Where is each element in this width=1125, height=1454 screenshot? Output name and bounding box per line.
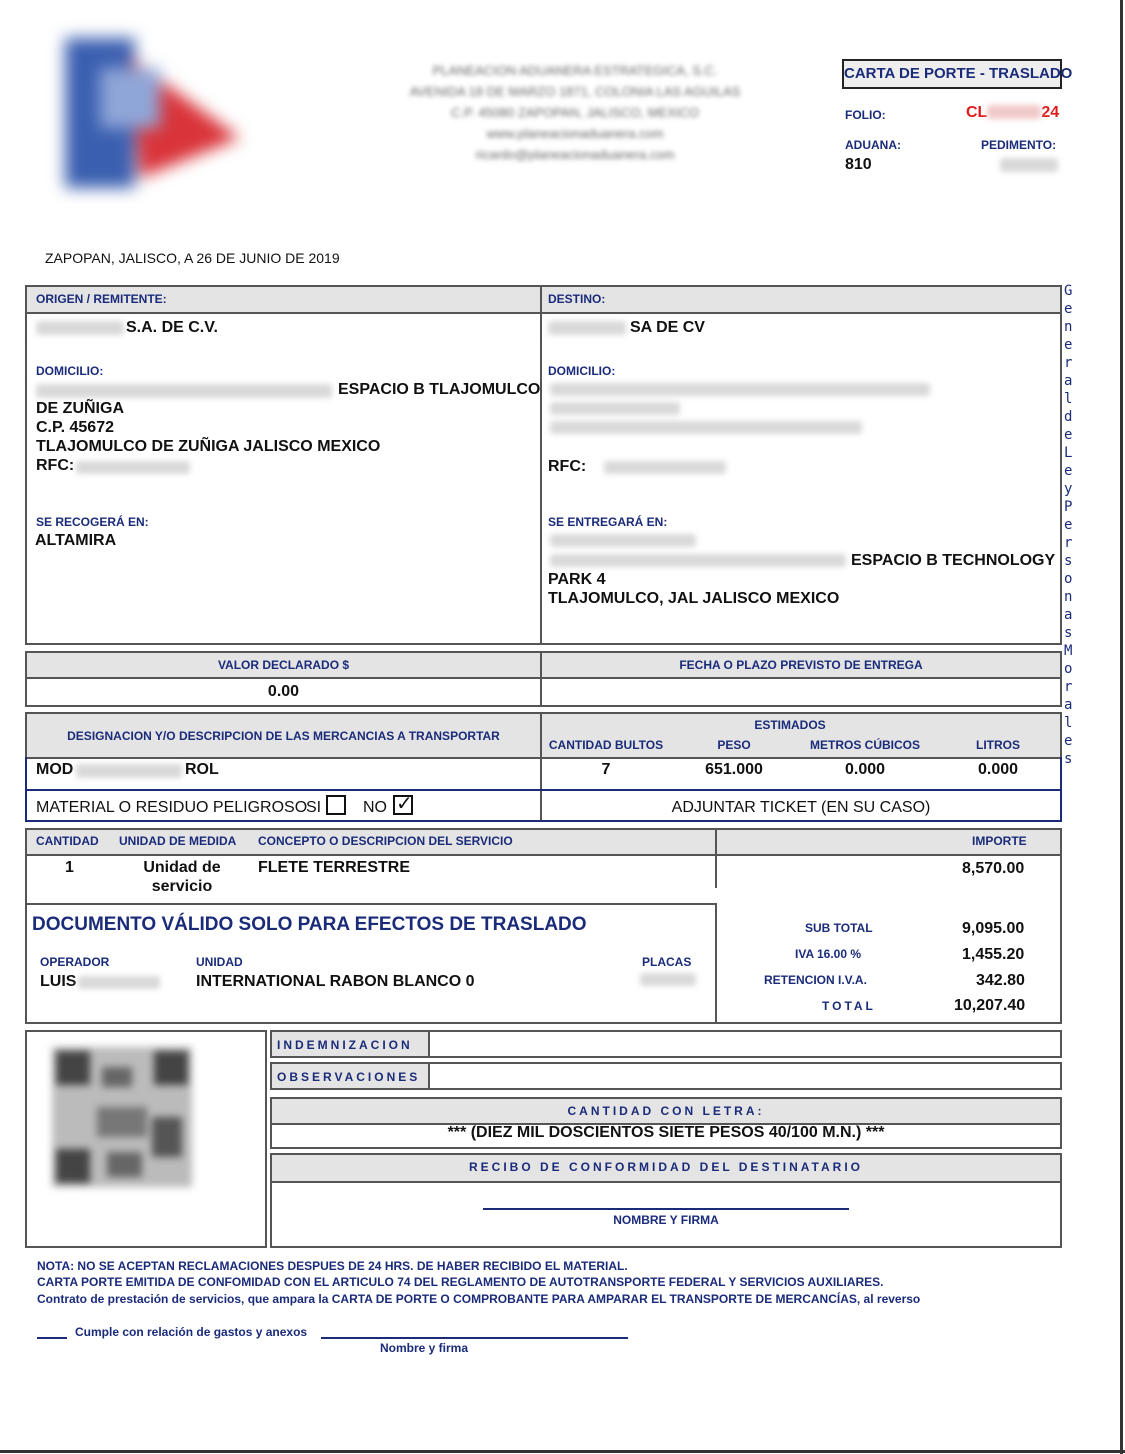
hazard-si-checkbox[interactable] [326, 795, 346, 815]
destination-header-bg [542, 287, 1060, 314]
folio-prefix: CL [966, 104, 988, 121]
valor-value: 0.00 [267, 683, 300, 700]
unidad-value: INTERNATIONAL RABON BLANCO 0 [196, 973, 475, 990]
pedimento-redaction [1000, 158, 1058, 172]
destination-delivery-2: PARK 4 [548, 571, 606, 588]
services-importe-divider [715, 830, 717, 888]
origin-rfc-label: RFC: [36, 457, 75, 474]
cantidad-letra-label: CANTIDAD CON LETRA: [567, 1104, 765, 1118]
hazard-no-label: NO [363, 799, 387, 816]
destination-delivery-redaction-1 [550, 534, 696, 547]
nombre-firma-label: NOMBRE Y FIRMA [613, 1213, 719, 1227]
note-line-2: CARTA PORTE EMITIDA DE CONFOMIDAD CON EL ARTICULO 74 DEL REGLAMENTO DE AUTOTRANSPORTE FEDERAL Y SERVICIOS AUXILIARES. [37, 1275, 884, 1289]
destination-delivery-redaction-2 [550, 554, 846, 567]
folio-label: FOLIO: [845, 108, 886, 122]
goods-row-line [27, 789, 1060, 791]
goods-desc-end: ROL [185, 761, 219, 778]
cumple-check-line [37, 1337, 67, 1339]
destination-address-redaction-1 [550, 383, 930, 396]
col-concepto: CONCEPTO O DESCRIPCION DEL SERVICIO [258, 834, 513, 848]
folio-redaction [987, 105, 1041, 119]
company-line: C.P. 45080 ZAPOPAN, JALISCO, MEXICO [450, 105, 700, 120]
qr-code [52, 1047, 192, 1187]
recibo-label: RECIBO DE CONFORMIDAD DEL DESTINATARIO [468, 1160, 863, 1174]
goods-right-accent [1060, 757, 1062, 822]
origin-address-redaction [36, 384, 332, 398]
folio-suffix: 24 [1041, 104, 1060, 121]
company-line: PLANEACION ADUANERA ESTRATEGICA, S.C. [432, 63, 718, 78]
company-line: www.planeacionaduanera.com [486, 126, 664, 141]
destination-name-redaction [548, 321, 626, 335]
origin-address-1: ESPACIO B TLAJOMULCO [338, 381, 541, 398]
hazard-label: MATERIAL O RESIDUO PELIGROSO [36, 799, 308, 816]
destination-rfc-redaction [604, 461, 726, 474]
goods-litros: 0.000 [977, 761, 1019, 778]
destination-title: DESTINO: [548, 292, 606, 306]
origin-address-2: DE ZUÑIGA [36, 400, 124, 417]
pedimento-label: PEDIMENTO: [981, 138, 1057, 152]
fecha-entrega-label: FECHA O PLAZO PREVISTO DE ENTREGA [679, 658, 923, 672]
origin-destination-divider [540, 287, 542, 643]
notice-box [27, 903, 717, 905]
subtotal-value: 9,095.00 [962, 920, 1025, 937]
service-importe: 8,570.00 [962, 860, 1025, 877]
goods-estimados: ESTIMADOS [754, 718, 826, 732]
total-value: 10,207.40 [954, 997, 1026, 1014]
indemnizacion-label: INDEMNIZACION [277, 1038, 413, 1052]
service-cantidad: 1 [65, 859, 74, 876]
placas-label: PLACAS [642, 955, 692, 969]
operador-value: LUIS [40, 973, 77, 990]
col-bultos: CANTIDAD BULTOS [548, 738, 664, 752]
destination-address-redaction-2 [550, 402, 680, 415]
col-peso: PESO [717, 738, 751, 752]
firma-label: Nombre y firma [379, 1341, 469, 1355]
destination-delivery-label: SE ENTREGARÁ EN: [548, 515, 668, 529]
origin-name-redaction [36, 321, 124, 335]
company-line: AVENIDA 18 DE MARZO 1871, COLONIA LAS AGUILAS [409, 84, 741, 99]
aduana-value: 810 [845, 156, 872, 173]
col-cantidad: CANTIDAD [36, 834, 99, 848]
origin-name: S.A. DE C.V. [126, 319, 218, 336]
service-unidad-2: servicio [151, 878, 213, 895]
goods-desc-header: DESIGNACION Y/O DESCRIPCION DE LAS MERCANCIAS A TRANSPORTAR [67, 729, 500, 743]
goods-peso: 651.000 [705, 761, 763, 778]
page-bottom-border [0, 1450, 1125, 1453]
origin-domicilio-label: DOMICILIO: [36, 364, 104, 378]
operador-redaction [78, 976, 160, 989]
check-mark-icon: ✓ [396, 791, 413, 815]
aduana-label: ADUANA: [845, 138, 901, 152]
origin-title: ORIGEN / REMITENTE: [36, 292, 167, 306]
origin-rfc-redaction [76, 461, 190, 474]
note-line-1: NOTA: NO SE ACEPTAN RECLAMACIONES DESPUES DE 24 HRS. DE HABER RECIBIDO EL MATERIAL. [37, 1259, 628, 1273]
firma-line [321, 1337, 628, 1339]
total-label: TOTAL [822, 999, 876, 1013]
destination-domicilio-label: DOMICILIO: [548, 364, 616, 378]
company-info [380, 60, 770, 165]
observaciones-label: OBSERVACIONES [277, 1070, 421, 1084]
destination-delivery-3: TLAJOMULCO, JAL JALISCO MEXICO [548, 590, 840, 607]
retencion-label: RETENCION I.V.A. [764, 973, 867, 987]
cantidad-letra-value: *** (DIEZ MIL DOSCIENTOS SIETE PESOS 40/100 M.N.) *** [447, 1124, 885, 1141]
destination-address-redaction-3 [550, 421, 862, 434]
hazard-no-checkbox[interactable] [393, 791, 413, 815]
origin-address-3: C.P. 45672 [36, 419, 114, 436]
side-text: General de Ley Personas Morales [1064, 283, 1073, 767]
col-importe: IMPORTE [972, 834, 1027, 848]
company-line: ricardo@planeacionaduanera.com [475, 147, 675, 162]
goods-left-accent [25, 757, 27, 822]
ticket-label: ADJUNTAR TICKET (EN SU CASO) [671, 799, 931, 816]
col-litros: LITROS [976, 738, 1020, 752]
validity-notice: DOCUMENTO VÁLIDO SOLO PARA EFECTOS DE TRASLADO [32, 914, 587, 935]
destination-delivery-1: ESPACIO B TECHNOLOGY [851, 552, 1056, 569]
goods-desc-redaction [76, 764, 182, 778]
origin-address-4: TLAJOMULCO DE ZUÑIGA JALISCO MEXICO [36, 438, 381, 455]
side-vertical-text [1064, 282, 1078, 768]
goods-metros: 0.000 [844, 761, 886, 778]
totals-left-divider [715, 903, 717, 1022]
place-date: ZAPOPAN, JALISCO, A 26 DE JUNIO DE 2019 [45, 250, 340, 266]
iva-value: 1,455.20 [962, 946, 1025, 963]
retencion-value: 342.80 [976, 972, 1025, 989]
page-right-border [1120, 0, 1123, 1454]
doc-type-box [842, 59, 1073, 89]
col-unidad-medida: UNIDAD DE MEDIDA [119, 834, 237, 848]
col-metros: METROS CÚBICOS [809, 738, 920, 752]
valor-label: VALOR DECLARADO $ [217, 658, 350, 672]
destination-name: SA DE CV [630, 319, 705, 336]
goods-bultos: 7 [601, 761, 611, 778]
goods-bottom-accent [25, 820, 1062, 822]
operador-label: OPERADOR [40, 955, 110, 969]
folio-value [966, 103, 1059, 122]
iva-label: IVA 16.00 % [795, 947, 862, 961]
placas-redaction [640, 973, 696, 986]
destination-rfc-label: RFC: [548, 458, 587, 475]
doc-type-title: CARTA DE PORTE - TRASLADO [844, 65, 1073, 82]
cumple-label: Cumple con relación de gastos y anexos [75, 1325, 308, 1339]
company-logo [60, 28, 250, 198]
origin-pickup-value: ALTAMIRA [35, 532, 117, 549]
origin-pickup-label: SE RECOGERÁ EN: [36, 515, 149, 529]
note-line-3: Contrato de prestación de servicios, que ampara la CARTA DE PORTE O COMPROBANTE PARA AMPARAR EL TRANSPORTE DE MERCANCÍAS, al reverso [37, 1292, 921, 1306]
unidad-label: UNIDAD [196, 955, 243, 969]
service-concepto: FLETE TERRESTRE [258, 859, 411, 876]
subtotal-label: SUB TOTAL [805, 921, 873, 935]
service-unidad-1: Unidad de [143, 859, 221, 876]
goods-desc-start: MOD [36, 761, 74, 778]
hazard-si-label: SI [306, 799, 322, 816]
signature-line [483, 1208, 849, 1210]
